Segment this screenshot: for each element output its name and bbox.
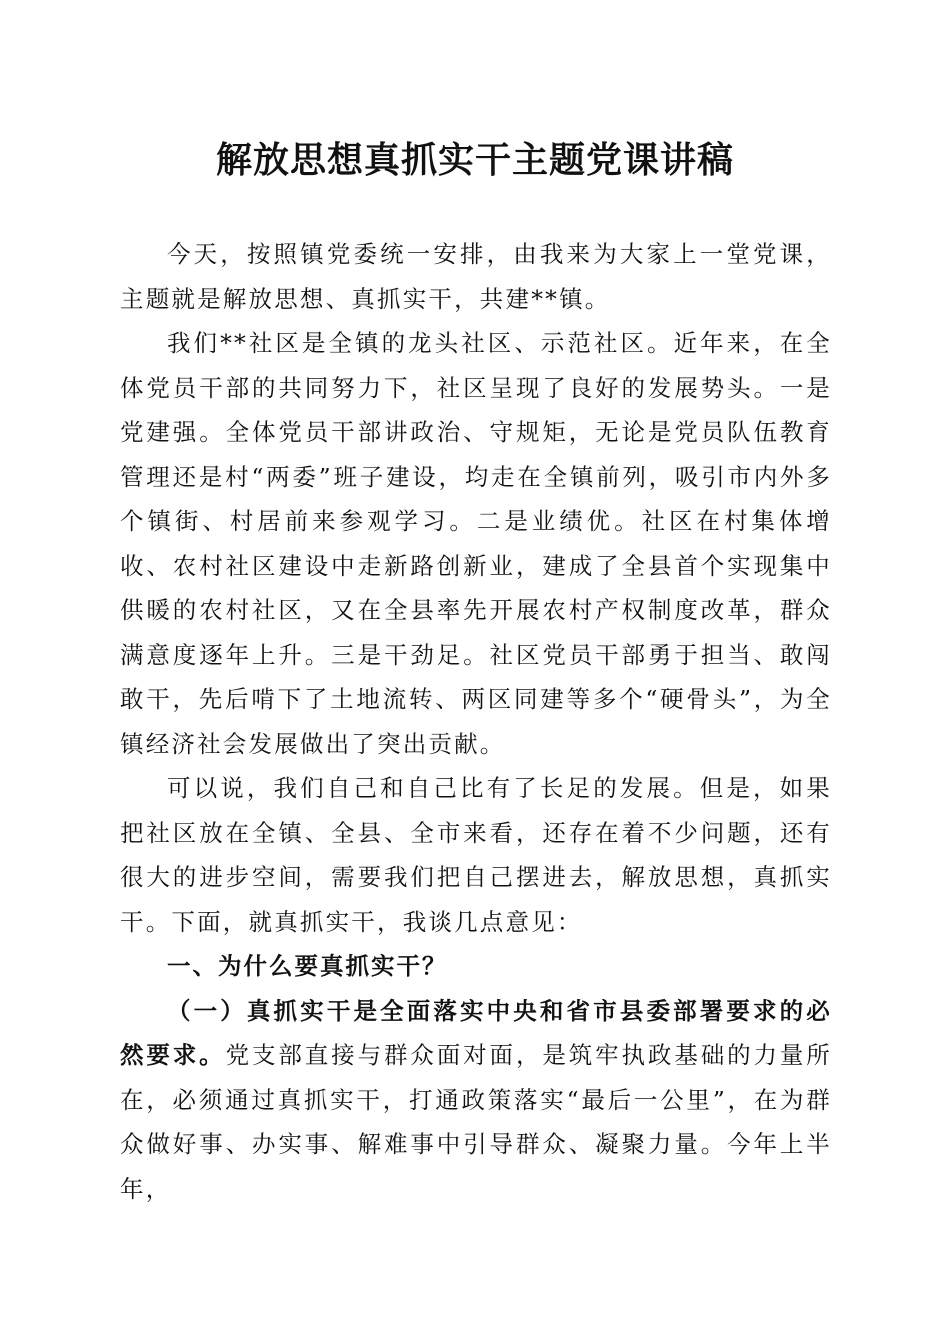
paragraph-community-overview: 我们**社区是全镇的龙头社区、示范社区。近年来，在全体党员干部的共同努力下，社区呈现了良好的发展势头。一是党建强。全体党员干部讲政治、守规矩，无论是党员队伍教育管理还是村“两委”班子建设，均走在全镇前列，吸引市内外多个镇街、村居前来参观学习。二是业绩优。社区在村集体增收、农村社区建设中走新路创新业，建成了全县首个实现集中供暖的农村社区，又在全县率先开展农村产权制度改革，群众满意度逐年上升。三是干劲足。社区党员干部勇于担当、敢闯敢干，先后啃下了土地流转、两区同建等多个“硬骨头”，为全镇经济社会发展做出了突出贡献。 (120, 329, 832, 758)
document-title: 解放思想真抓实干主题党课讲稿 (215, 139, 734, 181)
paragraph-subsection-1 (120, 989, 832, 1212)
subsection-lead: （一）真抓实干是全面落实中央和省市县委部署要求的必然要求。 (120, 996, 832, 1069)
document-body (120, 232, 832, 1211)
section-heading: 一、为什么要真抓实干？ (167, 952, 448, 980)
paragraph-intro: 今天，按照镇党委统一安排，由我来为大家上一堂党课，主题就是解放思想、真抓实干，共建**镇。 (120, 240, 832, 313)
paragraph-transition: 可以说，我们自己和自己比有了长足的发展。但是，如果把社区放在全镇、全县、全市来看，还存在着不少问题，还有很大的进步空间，需要我们把自己摆进去，解放思想，真抓实干。下面，就真抓实干，我谈几点意见： (120, 774, 832, 936)
subsection-text: 党支部直接与群众面对面，是筑牢执政基础的力量所在，必须通过真抓实干，打通政策落实“最后一公里”，在为群众做好事、办实事、解难事中引导群众、凝聚力量。今年上半年， (120, 1041, 832, 1203)
